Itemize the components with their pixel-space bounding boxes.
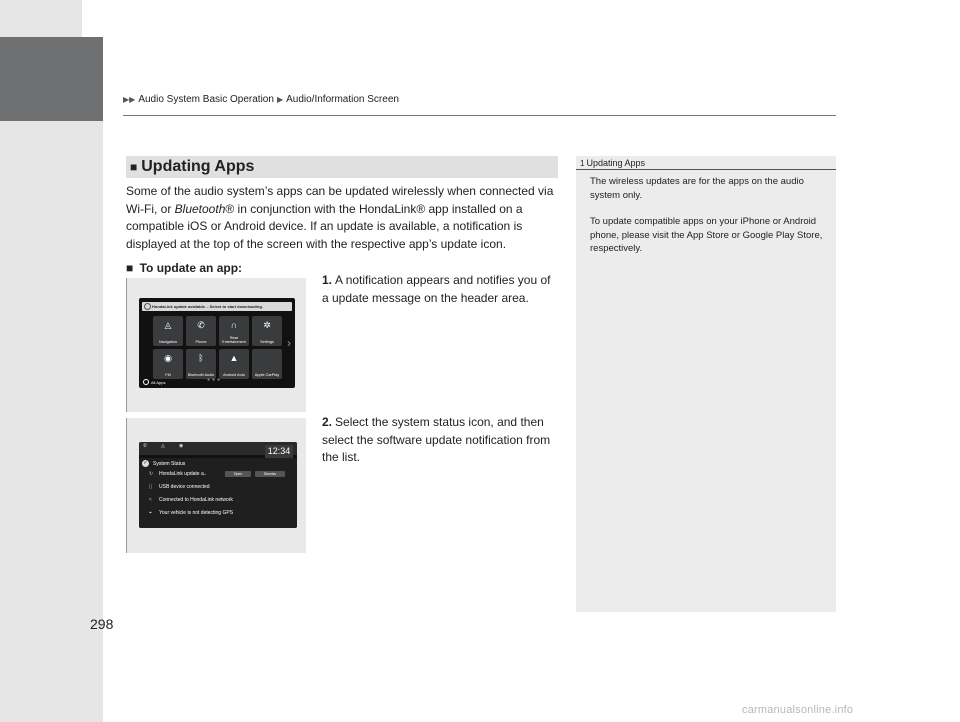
radio-icon[interactable]: ◉ [179, 443, 184, 449]
subsection-square-icon: ■ [126, 261, 134, 275]
notification-text: HondaLink update available. - Select to start downloading. [152, 304, 263, 309]
step-text: A notification appears and notifies you of a update message on the header area. [322, 273, 551, 305]
app-tile-label: FM [165, 373, 171, 377]
screenshot-system-status [126, 418, 306, 553]
app-tile-label: Navigation [159, 340, 177, 344]
status-row-gps[interactable] [149, 510, 234, 516]
step-text: Select the system status icon, and then select the software update notification from the list. [322, 415, 551, 464]
all-apps-label: All Apps [151, 379, 166, 385]
body-text-italic: Bluetooth [174, 201, 226, 216]
side-note-header [576, 156, 836, 170]
app-tile-navigation[interactable] [153, 316, 183, 346]
status-row-usb[interactable] [149, 484, 210, 490]
app-tile-label: Android Auto [223, 373, 245, 377]
breadcrumb [123, 94, 399, 105]
open-button[interactable]: Open [225, 471, 251, 477]
step-number: 2. [322, 415, 333, 429]
status-row-network[interactable] [149, 497, 233, 503]
system-status-screen [139, 442, 297, 528]
app-tile-label: Rear Entertainment [222, 336, 246, 344]
app-tile-fm[interactable] [153, 349, 183, 379]
watermark: carmanualsonline.info [742, 704, 854, 716]
system-status-title: System Status [153, 460, 186, 467]
side-note-paragraph: To update compatible apps on your iPhone or Android phone, please visit the App Store or Google Play Store, respectively. [590, 216, 823, 254]
side-note-panel [576, 156, 836, 612]
subsection-title: To update an app: [139, 261, 243, 275]
radio-icon: ◉ [164, 353, 172, 363]
header-rule [123, 115, 836, 116]
clock: 12:34 [265, 445, 293, 458]
app-tile-settings[interactable] [252, 316, 282, 346]
step-1 [322, 272, 558, 307]
network-icon: ≈ [149, 497, 152, 503]
step-2 [322, 414, 558, 467]
screenshot-home-screen [126, 278, 306, 412]
body-text-part: ® in conjunction with the HondaLink® app installed on a compatible iOS or Android device. If an update is available, a notification is displayed at the top of the screen with the respective app’s update icon. [126, 201, 523, 251]
system-status-panel [139, 458, 297, 528]
side-note-paragraph: The wireless updates are for the apps on the audio system only. [590, 176, 804, 201]
usb-icon: ▯ [149, 484, 152, 490]
home-screen [139, 298, 295, 388]
breadcrumb-part-1[interactable]: Audio System Basic Operation [138, 94, 274, 105]
app-tile-android-auto[interactable] [219, 349, 249, 379]
app-tile-rear-entertainment[interactable] [219, 316, 249, 346]
body-text-part: Some of the audio system’s apps can be updated wirelessly when connected via Wi-Fi, or [126, 184, 554, 216]
navigation-icon: ◬ [164, 320, 172, 330]
chevron-right-icon[interactable]: › [287, 336, 291, 350]
android-auto-icon: ▲ [229, 353, 239, 363]
side-tab [0, 0, 82, 722]
section-square-icon: ■ [130, 160, 138, 174]
bluetooth-icon: ᛒ [198, 353, 204, 363]
breadcrumb-part-2[interactable]: Audio/Information Screen [286, 94, 399, 105]
gps-icon: ⌖ [149, 510, 152, 516]
dismiss-button[interactable]: Dismiss [255, 471, 285, 477]
breadcrumb-arrow-icon: ▶▶ [123, 95, 136, 104]
app-tile-label: Phone [195, 340, 207, 344]
navigation-icon[interactable]: ◬ [161, 443, 165, 449]
status-row-text: Connected to HondaLink network [159, 497, 233, 503]
app-grid [153, 316, 282, 379]
update-icon [144, 303, 151, 310]
page-number: 298 [90, 616, 114, 632]
headphones-icon: ∩ [230, 320, 238, 330]
status-check-icon: ✓ [143, 460, 148, 466]
side-note-title: Updating Apps [586, 158, 645, 168]
status-row-text: Your vehicle is not detecting GPS [159, 510, 234, 516]
phone-icon: ✆ [197, 320, 205, 330]
breadcrumb-arrow-icon: ▶ [276, 95, 284, 104]
gear-icon: ✲ [263, 320, 271, 330]
app-tile-label: Settings [260, 340, 274, 344]
side-tab-marker [0, 37, 103, 121]
body-paragraph [126, 183, 558, 253]
section-heading [126, 156, 558, 178]
note-marker-icon: 1 [580, 159, 585, 168]
page-indicator: ●●● [207, 377, 223, 383]
all-apps-icon [143, 379, 149, 385]
app-tile-label: Bluetooth Audio [187, 373, 215, 377]
app-tile-bluetooth-audio[interactable] [186, 349, 216, 379]
update-icon: ↻ [149, 471, 154, 477]
app-tile-apple-carplay[interactable] [252, 349, 282, 379]
app-tile-label: Apple CarPlay [254, 373, 280, 377]
side-note-text [590, 175, 830, 269]
status-row-update[interactable] [149, 471, 207, 477]
update-notification-bar[interactable] [142, 302, 292, 311]
status-row-text: USB device connected [159, 484, 210, 490]
app-tile-phone[interactable] [186, 316, 216, 346]
all-apps-button[interactable] [143, 379, 165, 385]
step-number: 1. [322, 273, 333, 287]
phone-icon[interactable]: ✆ [143, 443, 148, 449]
subsection-heading [126, 261, 242, 275]
section-title: Updating Apps [141, 158, 255, 175]
status-row-text: HondaLink update a.. [159, 471, 207, 477]
system-status-header [142, 460, 185, 467]
